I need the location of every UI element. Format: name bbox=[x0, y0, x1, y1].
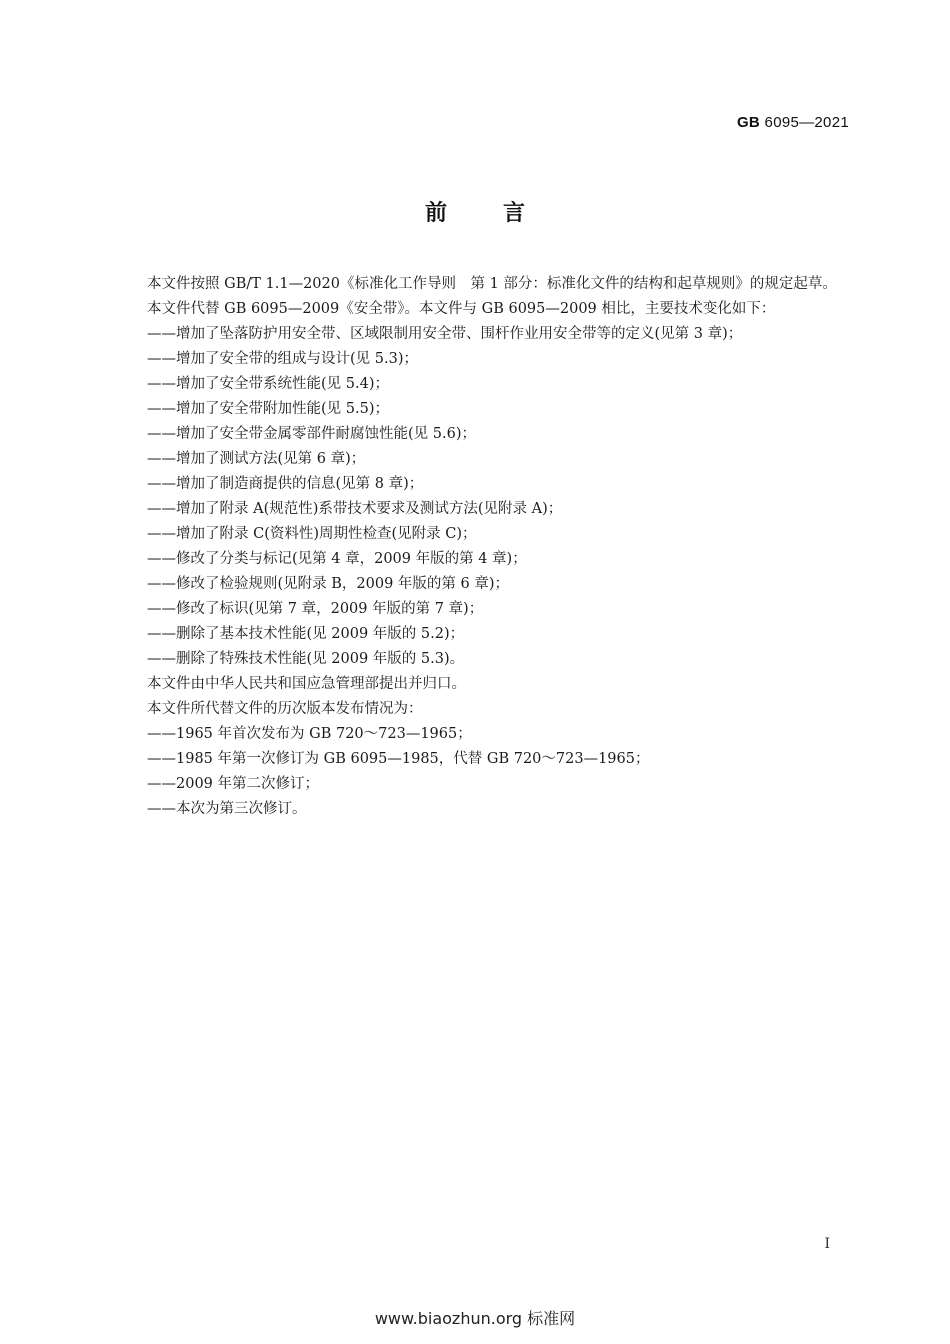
list-item: ——增加了附录 C(资料性)周期性检查(见附录 C)； bbox=[147, 526, 477, 542]
list-item: ——增加了安全带系统性能(见 5.4)； bbox=[147, 376, 389, 392]
document-number bbox=[737, 114, 849, 131]
list-item: ——增加了安全带附加性能(见 5.5)； bbox=[147, 401, 389, 417]
page-number: I bbox=[824, 1236, 830, 1252]
list-item: ——增加了测试方法(见第 6 章)； bbox=[147, 451, 366, 467]
list-item: ——增加了安全带金属零部件耐腐蚀性能(见 5.6)； bbox=[147, 426, 476, 442]
list-item: ——修改了分类与标记(见第 4 章，2009 年版的第 4 章)； bbox=[147, 551, 527, 567]
page-title: 前言 bbox=[424, 201, 581, 226]
list-item: ——删除了特殊技术性能(见 2009 年版的 5.3)。 bbox=[147, 651, 465, 667]
document-number-prefix: GB bbox=[736, 114, 761, 131]
list-item: ——本次为第三次修订。 bbox=[147, 801, 307, 817]
list-item: ——增加了安全带的组成与设计(见 5.3)； bbox=[147, 351, 418, 367]
changes-list bbox=[113, 322, 850, 672]
list-item: ——删除了基本技术性能(见 2009 年版的 5.2)； bbox=[147, 626, 465, 642]
list-item: ——1985 年第一次修订为 GB 6095—1985，代替 GB 720～723—1965； bbox=[147, 751, 650, 767]
list-item: ——2009 年第二次修订； bbox=[147, 776, 320, 792]
paragraph-proposer: 本文件由中华人民共和国应急管理部提出并归口。 bbox=[147, 676, 466, 692]
list-item: ——增加了坠落防护用安全带、区域限制用安全带、围杆作业用安全带等的定义(见第 3 章)； bbox=[147, 326, 743, 342]
paragraph-history-intro: 本文件所代替文件的历次版本发布情况为： bbox=[147, 701, 423, 717]
site-watermark: www.biaozhun.org 标准网 bbox=[374, 1309, 576, 1328]
document-number-value: 6095—2021 bbox=[764, 114, 849, 131]
list-item: ——修改了标识(见第 7 章，2009 年版的第 7 章)； bbox=[147, 601, 484, 617]
history-list bbox=[113, 722, 850, 822]
list-item: ——修改了检验规则(见附录 B，2009 年版的第 6 章)； bbox=[147, 576, 510, 592]
list-item: ——增加了附录 A(规范性)系带技术要求及测试方法(见附录 A)； bbox=[147, 501, 563, 517]
paragraph-replacement: 本文件代替 GB 6095—2009《安全带》。本文件与 GB 6095—2009 相比，主要技术变化如下： bbox=[147, 301, 776, 317]
list-item: ——1965 年首次发布为 GB 720～723—1965； bbox=[147, 726, 472, 742]
paragraph-drafting-rules: 本文件按照 GB/T 1.1—2020《标准化工作导则 第 1 部分：标准化文件的结构和起草规则》的规定起草。 bbox=[147, 276, 837, 292]
foreword-body bbox=[113, 272, 850, 822]
list-item: ——增加了制造商提供的信息(见第 8 章)； bbox=[147, 476, 424, 492]
